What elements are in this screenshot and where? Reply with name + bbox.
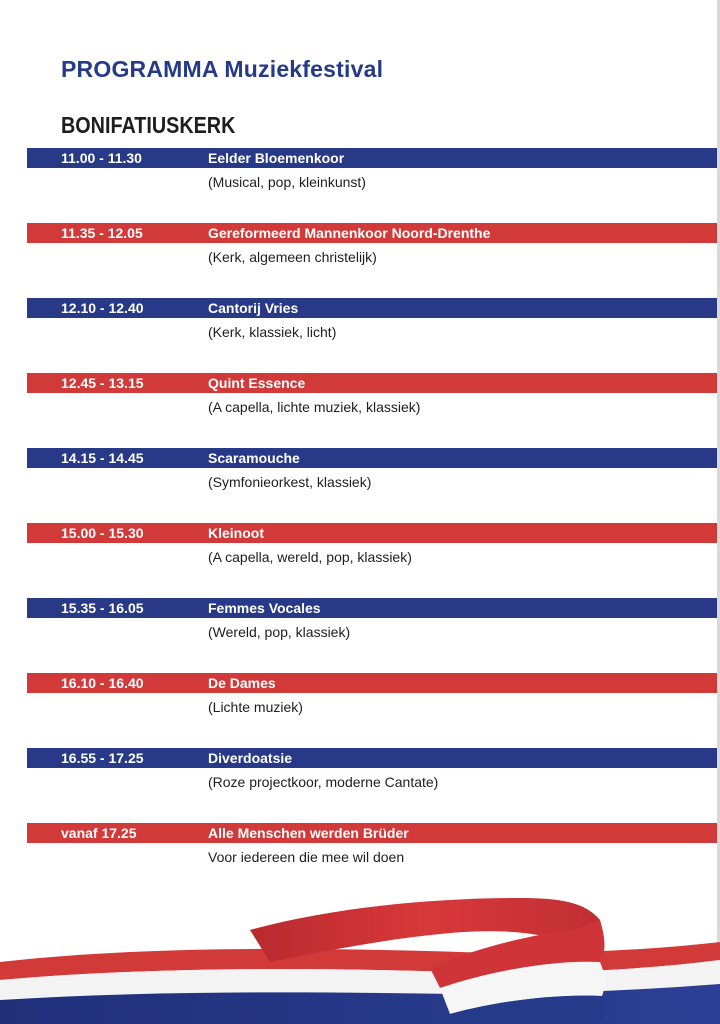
time-bar — [27, 598, 717, 618]
entry-description: (Wereld, pop, klassiek) — [208, 624, 351, 640]
time-bar — [27, 448, 717, 468]
time-bar — [27, 823, 717, 843]
entry-act: Kleinoot — [208, 525, 264, 541]
entry-time: 15.00 - 15.30 — [61, 525, 144, 541]
entry-time: 12.10 - 12.40 — [61, 300, 144, 316]
program-entry — [0, 823, 720, 898]
entry-time: 11.35 - 12.05 — [61, 225, 143, 241]
time-bar — [27, 748, 717, 768]
entry-description: (Symfonieorkest, klassiek) — [208, 474, 372, 490]
entry-description: (Kerk, algemeen christelijk) — [208, 249, 377, 265]
entry-time: 12.45 - 13.15 — [61, 375, 144, 391]
time-bar — [27, 373, 717, 393]
entry-time: vanaf 17.25 — [61, 825, 137, 841]
entry-description: (Lichte muziek) — [208, 699, 303, 715]
entry-time: 11.00 - 11.30 — [61, 150, 142, 166]
program-entry — [0, 148, 720, 223]
program-entry — [0, 448, 720, 523]
entry-description: (Kerk, klassiek, licht) — [208, 324, 337, 340]
entry-description: (A capella, lichte muziek, klassiek) — [208, 399, 421, 415]
entry-time: 14.15 - 14.45 — [61, 450, 144, 466]
entry-act: Gereformeerd Mannenkoor Noord-Drenthe — [208, 225, 491, 241]
program-entry — [0, 298, 720, 373]
entry-act: Alle Menschen werden Brüder — [208, 825, 409, 841]
time-bar — [27, 673, 717, 693]
program-entry — [0, 373, 720, 448]
time-bar — [27, 523, 717, 543]
program-list — [0, 148, 720, 898]
entry-description: (Roze projectkoor, moderne Cantate) — [208, 774, 439, 790]
flag-ribbon-decoration — [0, 890, 720, 1024]
program-entry — [0, 748, 720, 823]
time-bar — [27, 298, 717, 318]
entry-description: Voor iedereen die mee wil doen — [208, 849, 405, 865]
time-bar — [27, 223, 717, 243]
entry-time: 15.35 - 16.05 — [61, 600, 144, 616]
program-entry — [0, 223, 720, 298]
entry-act: Diverdoatsie — [208, 750, 293, 766]
venue-title: BONIFATIUSKERK — [61, 112, 236, 138]
entry-act: Eelder Bloemenkoor — [208, 150, 345, 166]
entry-act: De Dames — [208, 675, 276, 691]
page-title: PROGRAMMA Muziekfestival — [61, 56, 384, 82]
program-entry — [0, 598, 720, 673]
entry-act: Femmes Vocales — [208, 600, 321, 616]
entry-act: Cantorij Vries — [208, 300, 299, 316]
program-entry — [0, 523, 720, 598]
program-entry — [0, 673, 720, 748]
entry-time: 16.10 - 16.40 — [61, 675, 144, 691]
entry-description: (Musical, pop, kleinkunst) — [208, 174, 366, 190]
entry-act: Quint Essence — [208, 375, 306, 391]
entry-time: 16.55 - 17.25 — [61, 750, 144, 766]
entry-act: Scaramouche — [208, 450, 300, 466]
time-bar — [27, 148, 717, 168]
entry-description: (A capella, wereld, pop, klassiek) — [208, 549, 412, 565]
